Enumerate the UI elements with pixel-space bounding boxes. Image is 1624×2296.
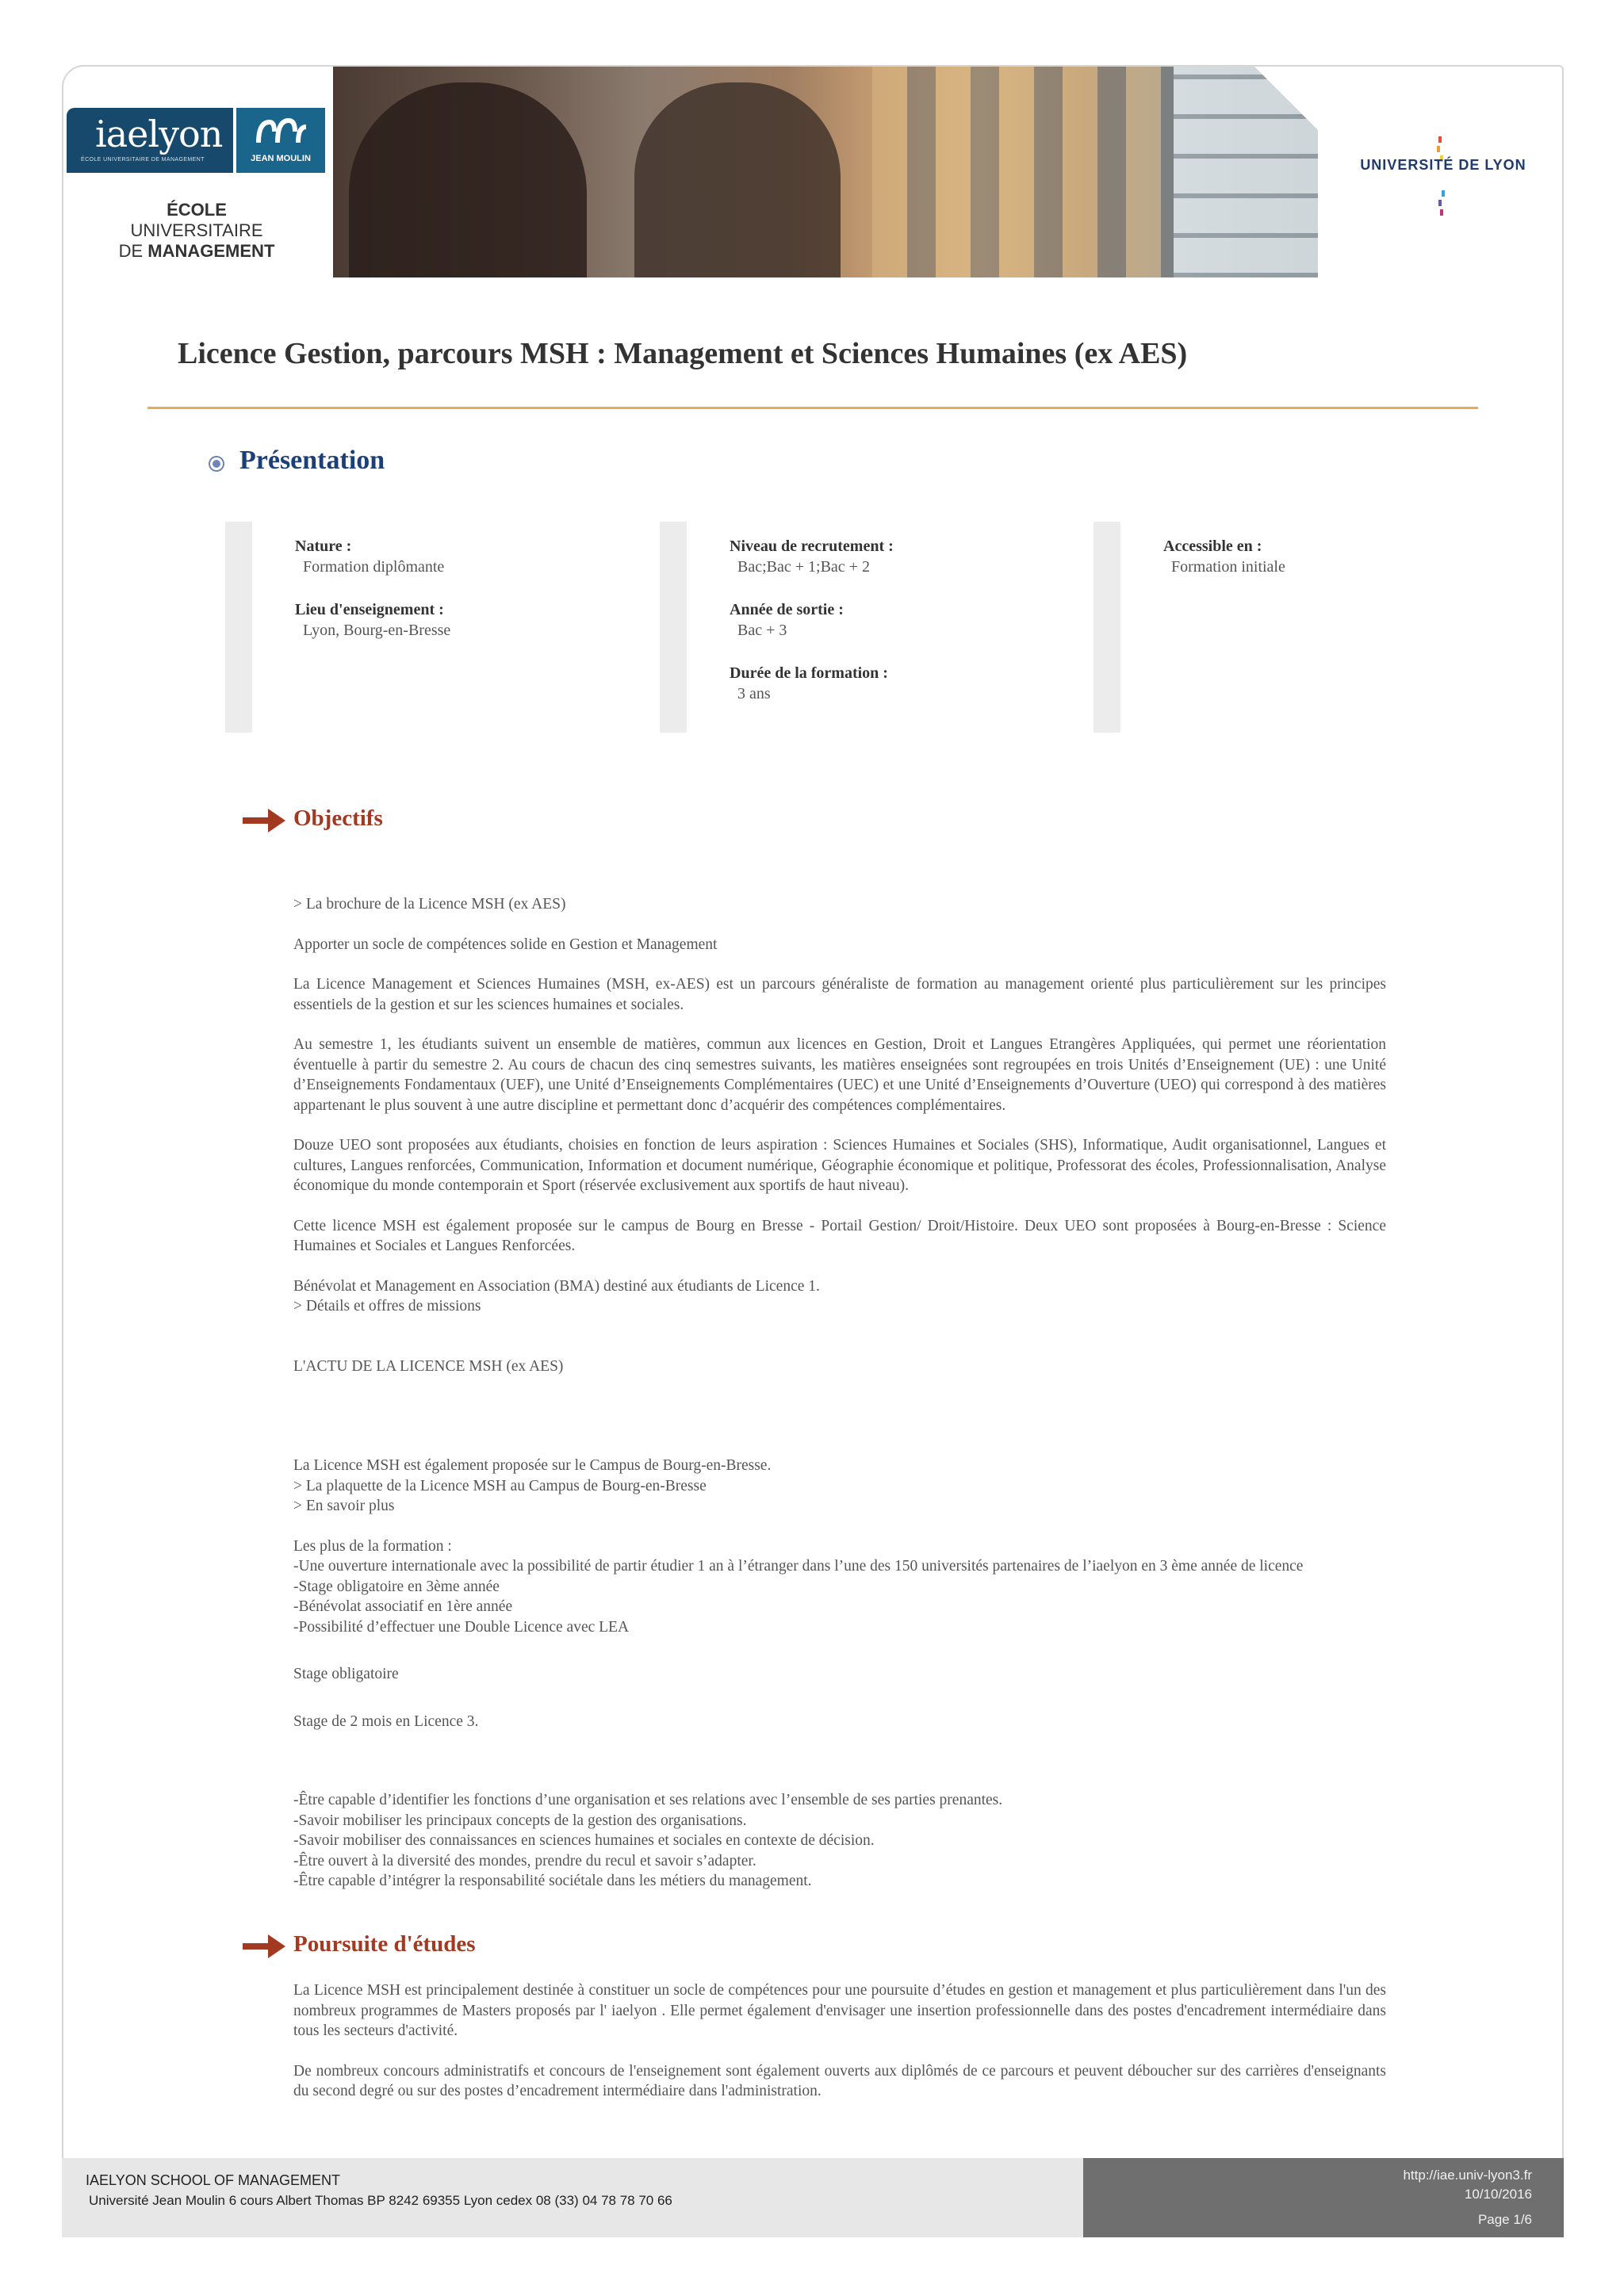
objectifs-paragraph: La Licence MSH est également proposée sur le Campus de Bourg-en-Bresse. bbox=[293, 1457, 772, 1474]
objectifs-list-item: -Une ouverture internationale avec la possibilité de partir étudier 1 an à l’étranger dans l’une des 150 universités partenaires de l’iaelyon en 3 ème année de licence bbox=[293, 1558, 1304, 1575]
ecole-universitaire-label bbox=[102, 200, 292, 262]
iaelyon-logo-badge bbox=[67, 108, 233, 173]
nature-label: Nature : bbox=[295, 538, 352, 555]
arrow-right-icon bbox=[243, 1934, 285, 1958]
info-column-content bbox=[1163, 536, 1496, 599]
footer-address-panel bbox=[62, 2158, 1083, 2237]
annee-sortie-value: Bac + 3 bbox=[737, 622, 787, 639]
management-word: MANAGEMENT bbox=[147, 241, 275, 261]
objectifs-paragraph: Apporter un socle de compétences solide en Gestion et Management bbox=[293, 936, 718, 953]
title-divider bbox=[147, 407, 1478, 409]
footer-school-name: IAELYON SCHOOL OF MANAGEMENT bbox=[86, 2172, 341, 2188]
iaelyon-logo-subtext: ÉCOLE UNIVERSITAIRE DE MANAGEMENT bbox=[81, 157, 205, 163]
duree-value: 3 ans bbox=[737, 685, 771, 702]
header-photo-banner bbox=[333, 67, 1318, 277]
de-word: DE bbox=[118, 241, 148, 261]
arrow-right-icon bbox=[243, 809, 285, 832]
info-column-1 bbox=[225, 522, 638, 733]
footer-url-link[interactable]: http://iae.univ-lyon3.fr bbox=[1403, 2168, 1532, 2183]
objectifs-paragraph: La Licence Management et Sciences Humaines (MSH, ex-AES) est un parcours généraliste de formation au management orienté plus particulièrement sur les principes essentiels de la gestion et sur les sciences humaines et sociales. bbox=[293, 976, 1386, 1013]
objectifs-heading: Objectifs bbox=[293, 806, 383, 831]
en-savoir-plus-link[interactable]: > En savoir plus bbox=[293, 1498, 395, 1514]
objectifs-list-item: -Être ouvert à la diversité des mondes, prendre du recul et savoir s’adapter. bbox=[293, 1852, 756, 1869]
universite-de-lyon-logo[interactable] bbox=[1356, 133, 1530, 220]
objectifs-list-item: -Savoir mobiliser des connaissances en sciences humaines et sociales en contexte de décision. bbox=[293, 1832, 875, 1849]
footer-address: Université Jean Moulin 6 cours Albert Thomas BP 8242 69355 Lyon cedex 08 (33) 04 78 78 70 66 bbox=[89, 2193, 672, 2208]
objectifs-list-item: -Possibilité d’effectuer une Double Licence avec LEA bbox=[293, 1618, 630, 1636]
iaelyon-logo-text: iaelyon bbox=[95, 113, 223, 155]
page-header bbox=[63, 67, 1562, 277]
missions-link[interactable]: > Détails et offres de missions bbox=[293, 1298, 481, 1314]
actu-heading: L'ACTU DE LA LICENCE MSH (ex AES) bbox=[293, 1357, 564, 1375]
info-column-3 bbox=[1094, 522, 1490, 733]
objectifs-body bbox=[293, 894, 1386, 1892]
poursuite-paragraph: De nombreux concours administratifs et concours de l'enseignement sont également ouverts aux diplômés de ce parcours et peuvent déboucher sur des carrières d'enseignants du second degré ou sur des postes d’encadrement intermédiaire dans l'administration. bbox=[293, 2062, 1386, 2099]
objectifs-list-item: -Savoir mobiliser les principaux concepts de la gestion des organisations. bbox=[293, 1812, 747, 1829]
lieu-value: Lyon, Bourg-en-Bresse bbox=[303, 622, 451, 639]
info-column-2 bbox=[660, 522, 1072, 733]
info-column-bar bbox=[225, 522, 252, 733]
brochure-link[interactable]: > La brochure de la Licence MSH (ex AES) bbox=[293, 896, 566, 913]
iaelyon-logo[interactable] bbox=[67, 108, 325, 261]
universite-de-lyon-mark-icon bbox=[1424, 133, 1456, 220]
jean-moulin-logo-text: JEAN MOULIN bbox=[251, 154, 311, 163]
presentation-heading: Présentation bbox=[239, 446, 385, 475]
poursuite-heading: Poursuite d'études bbox=[293, 1931, 476, 1957]
objectifs-paragraph: Douze UEO sont proposées aux étudiants, choisies en fonction de leurs aspiration : Sciences Humaines et Sociales (SHS), Informatique, Audit organisationnel, Langues et cultures, Langues renforcées, Communication, Information et document numérique, Géographie économique et politique, Professorat des écoles, Professionnalisation, Analyse économique du monde contemporain et Sport (réservée exclusivement aux sportifs de haut niveau). bbox=[293, 1137, 1386, 1194]
objectifs-paragraph: Au semestre 1, les étudiants suivent un ensemble de matières, commun aux licences en Gestion, Droit et Langues Etrangères Appliquées, qui permet une réorientation éventuelle à partir du semestre 2. Au cours de chacun des cinq semestres suivants, les matières enseignées sont regroupées en trois Unités d’Enseignement (UE) : une Unité d’Enseignements Fondamentaux (UEF), une Unité d’Enseignements Complémentaires (UEC) et une Unité d’Enseignements d’Ouverture (UEO) qui correspond à des matières appartenant le plus souvent à une autre discipline et permettant donc d’acquérir des compétences complémentaires. bbox=[293, 1036, 1386, 1114]
jean-moulin-logo bbox=[236, 108, 325, 173]
photo-building bbox=[872, 67, 1174, 277]
info-column-content bbox=[295, 536, 628, 663]
footer-date: 10/10/2016 bbox=[1464, 2187, 1532, 2202]
bullet-circle-icon bbox=[208, 455, 225, 473]
poursuite-paragraph: La Licence MSH est principalement destinée à constituer un socle de compétences pour une poursuite d’études en gestion et management et plus particulièrement dans l'un des nombreux programmes de Masters proposés par l' iaelyon . Elle permet également d'envisager une insertion professionnelle dans des postes d'encadrement intermédiaire dans tous les secteurs d'activité. bbox=[293, 1982, 1386, 2039]
niveau-value: Bac;Bac + 1;Bac + 2 bbox=[737, 558, 870, 576]
annee-sortie-label: Année de sortie : bbox=[730, 601, 844, 618]
nature-value: Formation diplômante bbox=[303, 558, 445, 576]
objectifs-list-item: -Être capable d’identifier les fonctions d’une organisation et ses relations avec l’ensemble de ses parties prenantes. bbox=[293, 1792, 1003, 1808]
photo-student-2 bbox=[634, 82, 841, 277]
ecole-word: ÉCOLE bbox=[167, 200, 227, 220]
photo-student-1 bbox=[349, 82, 587, 277]
objectifs-list-item: -Être capable d’intégrer la responsabilité sociétale dans les métiers du management. bbox=[293, 1873, 812, 1889]
stage-heading: Stage obligatoire bbox=[293, 1666, 399, 1682]
objectifs-paragraph: Les plus de la formation : bbox=[293, 1537, 452, 1555]
info-column-content bbox=[730, 536, 1063, 726]
objectifs-paragraph: Cette licence MSH est également proposée sur le campus de Bourg en Bresse - Portail Gestion/ Droit/Histoire. Deux UEO sont proposées à Bourg-en-Bresse : Science Humaines et Sociales et Langues Renforcées. bbox=[293, 1217, 1386, 1254]
accessible-value: Formation initiale bbox=[1171, 558, 1285, 576]
page-title: Licence Gestion, parcours MSH : Management et Sciences Humaines (ex AES) bbox=[178, 337, 1188, 370]
objectifs-paragraph: Stage de 2 mois en Licence 3. bbox=[293, 1712, 479, 1730]
objectifs-list-item: -Bénévolat associatif en 1ère année bbox=[293, 1598, 513, 1615]
niveau-label: Niveau de recrutement : bbox=[730, 538, 894, 555]
universite-de-lyon-text: UNIVERSITÉ DE LYON bbox=[1360, 157, 1526, 173]
accessible-label: Accessible en : bbox=[1163, 538, 1262, 555]
objectifs-list-item: -Stage obligatoire en 3ème année bbox=[293, 1578, 500, 1595]
footer-page-number: Page 1/6 bbox=[1477, 2212, 1532, 2227]
universitaire-word: UNIVERSITAIRE bbox=[130, 220, 263, 240]
photo-corner-cut bbox=[1254, 67, 1318, 130]
lieu-label: Lieu d'enseignement : bbox=[295, 601, 444, 618]
poursuite-body bbox=[293, 1980, 1386, 2102]
info-column-bar bbox=[1094, 522, 1120, 733]
plaquette-link[interactable]: > La plaquette de la Licence MSH au Campus de Bourg-en-Bresse bbox=[293, 1477, 707, 1494]
duree-label: Durée de la formation : bbox=[730, 664, 888, 682]
jean-moulin-mark-icon bbox=[254, 116, 309, 144]
footer-meta-panel bbox=[1083, 2158, 1564, 2237]
objectifs-paragraph: Bénévolat et Management en Association (BMA) destiné aux étudiants de Licence 1. bbox=[293, 1277, 820, 1295]
info-column-bar bbox=[660, 522, 687, 733]
